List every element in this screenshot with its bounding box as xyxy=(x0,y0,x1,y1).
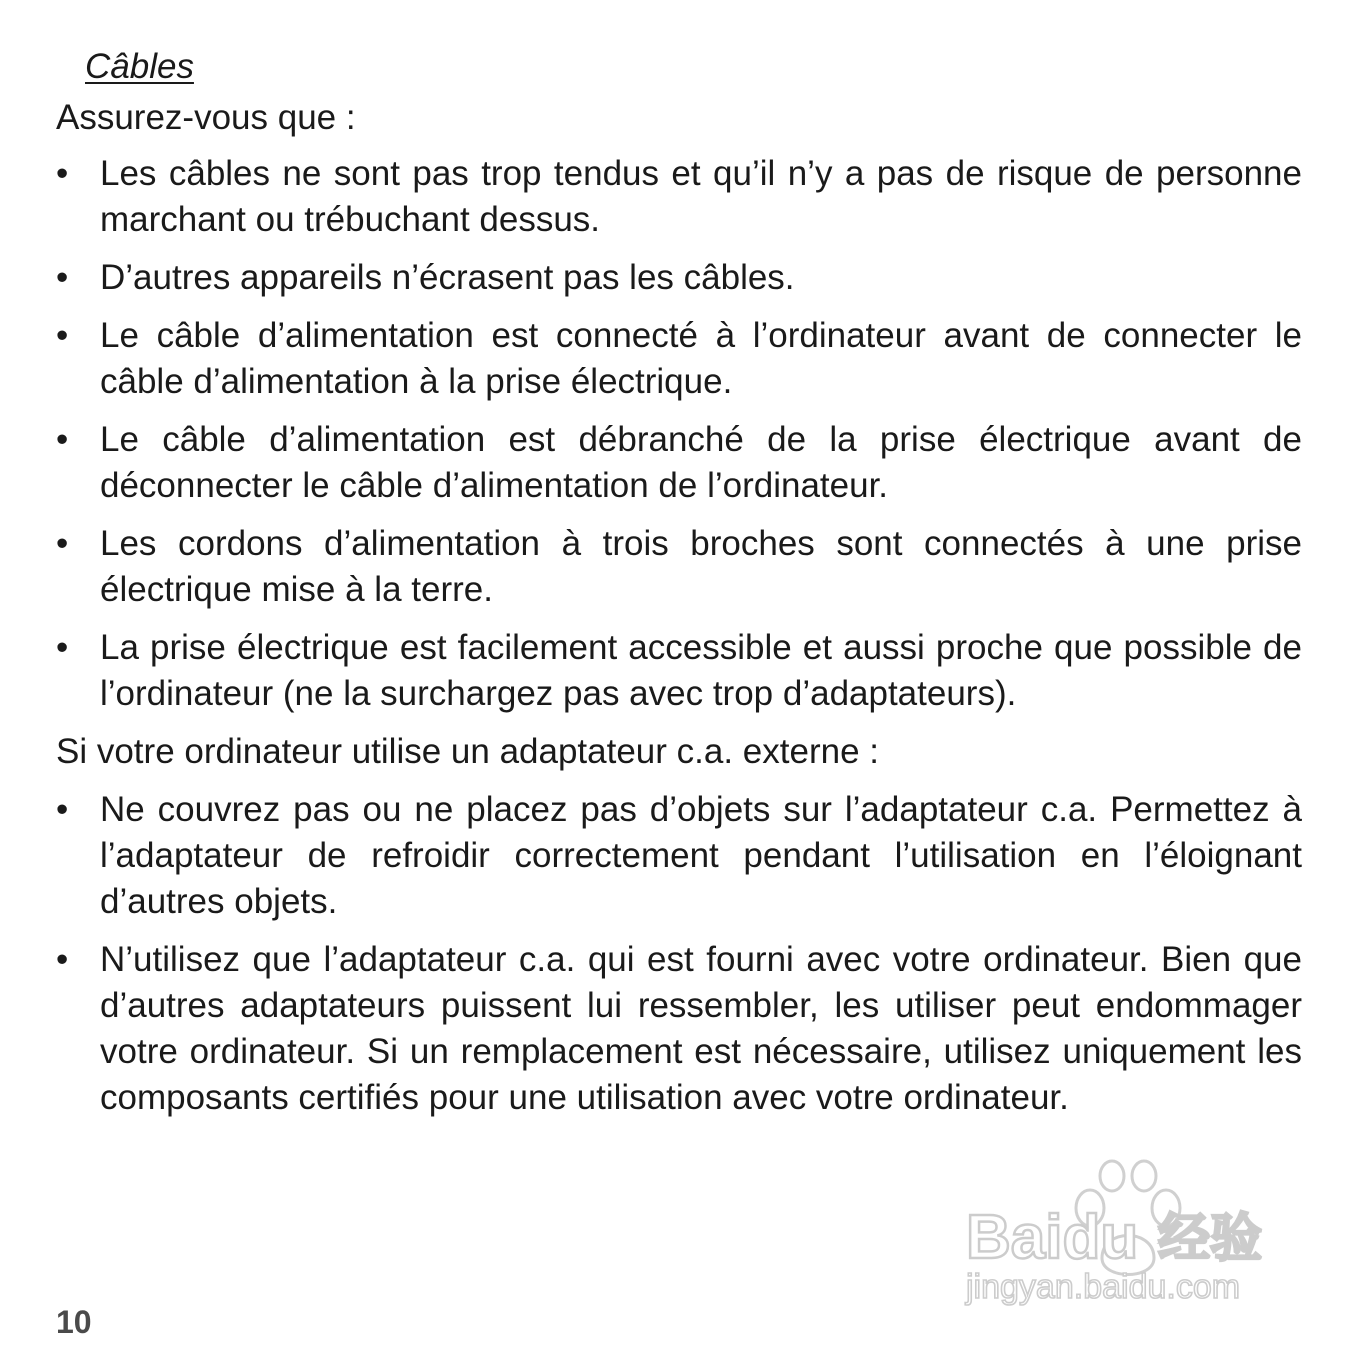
bullet-icon: • xyxy=(56,524,69,563)
bullet-icon: • xyxy=(56,940,69,979)
bullet-icon: • xyxy=(56,628,69,667)
bullet-icon: • xyxy=(56,258,69,297)
list-item: • Ne couvrez pas ou ne placez pas d’objets sur l’adaptateur c.a. Permettez à l’adaptateur de refroidir correctement pendant l’utilisation en l’éloignant d’autres objets. xyxy=(56,787,1302,925)
bullet-icon: • xyxy=(56,154,69,193)
paw-toe-icon xyxy=(1100,1161,1124,1191)
list-item: • Le câble d’alimentation est connecté à l’ordinateur avant de connecter le câble d’alimentation à la prise électrique. xyxy=(56,313,1302,405)
bullet-icon: • xyxy=(56,790,69,829)
document-page xyxy=(56,42,1302,1133)
baidu-watermark-logo xyxy=(962,1158,1282,1308)
list-item: • N’utilisez que l’adaptateur c.a. qui est fourni avec votre ordinateur. Bien que d’autres adaptateurs puissent lui ressembler, les utiliser peut endommager votre ordinateur. Si un remplacement est nécessaire, utilisez uniquement les composants certifiés pour une utilisation avec votre ordinateur. xyxy=(56,937,1302,1121)
adapter-intro-paragraph: Si votre ordinateur utilise un adaptateur c.a. externe : xyxy=(56,732,879,771)
bullet-icon: • xyxy=(56,316,69,355)
watermark-brand-cn: 经验 xyxy=(1158,1209,1263,1269)
page-number: 10 xyxy=(56,1304,92,1340)
paw-toe-icon xyxy=(1132,1161,1156,1191)
list-item: • Les cordons d’alimentation à trois broches sont connectés à une prise électrique mise à la terre. xyxy=(56,521,1302,613)
watermark-url: jingyan.baidu.com xyxy=(966,1268,1241,1306)
watermark-brand: Baidu xyxy=(966,1203,1139,1272)
adapter-list xyxy=(56,787,1302,1121)
list-item: • Le câble d’alimentation est débranché de la prise électrique avant de déconnecter le câble d’alimentation de l’ordinateur. xyxy=(56,417,1302,509)
intro-paragraph: Assurez-vous que : xyxy=(56,98,356,137)
section-title: Câbles xyxy=(85,47,194,86)
cable-list xyxy=(56,151,1302,717)
list-item: • Les câbles ne sont pas trop tendus et qu’il n’y a pas de risque de personne marchant ou trébuchant dessus. xyxy=(56,151,1302,243)
bullet-icon: • xyxy=(56,420,69,459)
list-item: • D’autres appareils n’écrasent pas les câbles. xyxy=(56,255,1302,301)
list-item: • La prise électrique est facilement accessible et aussi proche que possible de l’ordinateur (ne la surchargez pas avec trop d’adaptateurs). xyxy=(56,625,1302,717)
